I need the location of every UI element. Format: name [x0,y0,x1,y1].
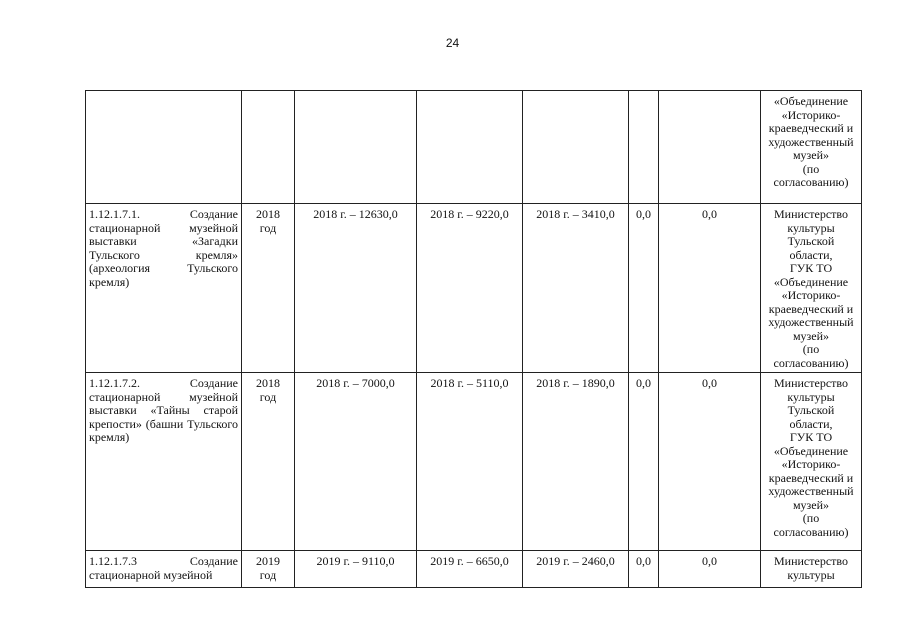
year-cell: 2019 год [242,551,295,588]
table-row [86,373,862,551]
table-row [86,204,862,373]
total-cell: 2018 г. – 7000,0 [295,373,417,551]
source-3-cell: 0,0 [629,204,659,373]
total-cell: 2019 г. – 9110,0 [295,551,417,588]
activity-cell: 1.12.1.7.2. Создание стационарной музейной выставки «Тайны старой крепости» (башни Тульского кремля) [86,373,242,551]
source-4-cell [659,91,761,204]
responsible-cell: Министерство культуры [761,551,862,588]
total-cell [295,91,417,204]
source-1-cell: 2018 г. – 5110,0 [417,373,523,551]
source-1-cell: 2018 г. – 9220,0 [417,204,523,373]
page-number: 24 [445,36,460,50]
source-2-cell: 2018 г. – 3410,0 [523,204,629,373]
responsible-cell: Министерство культуры Тульской области, ГУК ТО «Объединение «Историко- краеведческий и художественный музей» (по согласованию) [761,373,862,551]
source-2-cell: 2019 г. – 2460,0 [523,551,629,588]
source-4-cell: 0,0 [659,551,761,588]
source-3-cell [629,91,659,204]
source-3-cell: 0,0 [629,551,659,588]
source-3-cell: 0,0 [629,373,659,551]
total-cell: 2018 г. – 12630,0 [295,204,417,373]
year-cell [242,91,295,204]
responsible-cell: Министерство культуры Тульской области, ГУК ТО «Объединение «Историко- краеведческий и художественный музей» (по согласованию) [761,204,862,373]
activity-cell: 1.12.1.7.3 Создание стационарной музейной [86,551,242,588]
source-1-cell [417,91,523,204]
year-cell: 2018 год [242,373,295,551]
source-2-cell [523,91,629,204]
activity-cell [86,91,242,204]
responsible-cell: «Объединение «Историко- краеведческий и художественный музей» (по согласованию) [761,91,862,204]
table-row [86,91,862,204]
source-4-cell: 0,0 [659,204,761,373]
source-4-cell: 0,0 [659,373,761,551]
table-row [86,551,862,588]
activity-cell: 1.12.1.7.1. Создание стационарной музейной выставки «Загадки Тульского кремля» (археология Тульского кремля) [86,204,242,373]
program-table [85,90,862,588]
year-cell: 2018 год [242,204,295,373]
source-2-cell: 2018 г. – 1890,0 [523,373,629,551]
source-1-cell: 2019 г. – 6650,0 [417,551,523,588]
